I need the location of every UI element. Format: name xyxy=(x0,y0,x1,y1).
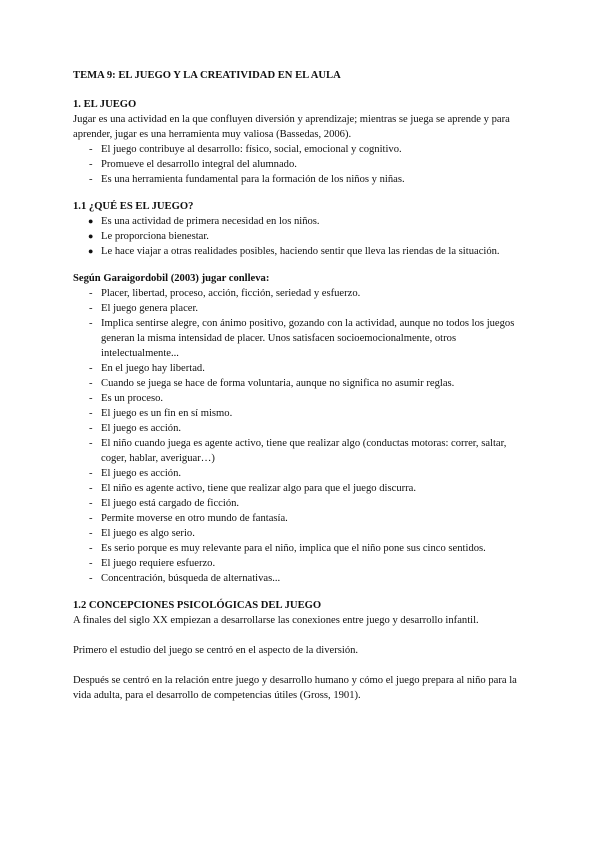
list-item: - El juego contribuye al desarrollo: físico, social, emocional y cognitivo. xyxy=(89,144,402,155)
list-item: - El juego es algo serio. xyxy=(89,528,195,539)
dash-marker: - xyxy=(89,174,93,185)
dash-list xyxy=(73,142,533,187)
bullet-icon: ● xyxy=(88,216,94,226)
list-item: - Cuando se juega se hace de forma voluntaria, aunque no significa no asumir reglas. xyxy=(89,378,455,389)
garaigordobil-heading: Según Garaigordobil (2003) jugar conlleva: xyxy=(73,273,270,284)
list-item: - Permite moverse en otro mundo de fantasía. xyxy=(89,513,288,524)
list-item: - El juego es un fin en sí mismo. xyxy=(89,408,233,419)
list-item: - Es un proceso. xyxy=(89,393,164,404)
section-heading-concepciones: 1.2 CONCEPCIONES PSICOLÓGICAS DEL JUEGO xyxy=(73,600,322,611)
list-item: - En el juego hay libertad. xyxy=(89,363,205,374)
section-intro: Jugar es una actividad en la que confluyen diversión y aprendizaje; mientras se juega se aprende y para aprender, jugar es una herramienta muy valiosa (Bassedas, 2006). xyxy=(73,114,510,140)
list-item: - El niño es agente activo, tiene que realizar algo para que el juego discurra. xyxy=(89,483,417,494)
list-item: - Es serio porque es muy relevante para el niño, implica que el niño pone sus cinco sentidos. xyxy=(89,543,486,554)
list-item: - El juego es acción. xyxy=(89,423,182,434)
list-item: - El juego está cargado de ficción. xyxy=(89,498,240,509)
paragraph: Después se centró en la relación entre juego y desarrollo humano y cómo el juego prepara al niño para la vida adulta, para el desarrollo de competencias útiles (Gross, 1901). xyxy=(73,675,517,701)
dash-marker: - xyxy=(89,159,93,170)
list-item: - El juego es acción. xyxy=(89,468,182,479)
document-title: TEMA 9: EL JUEGO Y LA CREATIVIDAD EN EL AULA xyxy=(73,70,341,81)
list-item: - El juego requiere esfuerzo. xyxy=(89,558,216,569)
section-heading-el-juego: 1. EL JUEGO xyxy=(73,99,137,110)
list-item: ● Es una actividad de primera necesidad en los niños. xyxy=(88,216,320,227)
list-item: - Promueve el desarrollo integral del alumnado. xyxy=(89,159,297,170)
list-item: ● Le hace viajar a otras realidades posibles, haciendo sentir que lleva las riendas de la situación. xyxy=(88,246,500,257)
bullet-icon: ● xyxy=(88,246,94,256)
dash-marker: - xyxy=(89,144,93,155)
document-page xyxy=(73,68,533,703)
list-item: - Es una herramienta fundamental para la formación de los niños y niñas. xyxy=(89,174,405,185)
list-item: - Implica sentirse alegre, con ánimo positivo, gozando con la actividad, aunque no todos los juegos generan la misma intensidad de placer. Unos satisfacen socioemocionalmente, otros intelectualmente... xyxy=(89,318,515,359)
list-item: - Concentración, búsqueda de alternativas... xyxy=(89,573,281,584)
bullet-icon: ● xyxy=(88,231,94,241)
list-item: - El niño cuando juega es agente activo, tiene que realizar algo (conductas motoras: correr, saltar, coger, hablar, averiguar…) xyxy=(89,438,507,464)
list-item: - El juego genera placer. xyxy=(89,303,199,314)
list-item: - Placer, libertad, proceso, acción, ficción, seriedad y esfuerzo. xyxy=(89,288,361,299)
dash-list xyxy=(73,286,533,586)
section-heading-que-es-el-juego: 1.1 ¿QUÉ ES EL JUEGO? xyxy=(73,201,194,212)
paragraph: Primero el estudio del juego se centró en el aspecto de la diversión. xyxy=(73,645,359,656)
list-item: ● Le proporciona bienestar. xyxy=(88,231,209,242)
bullet-list xyxy=(73,214,533,259)
paragraph: A finales del siglo XX empiezan a desarrollarse las conexiones entre juego y desarrollo infantil. xyxy=(73,615,479,626)
